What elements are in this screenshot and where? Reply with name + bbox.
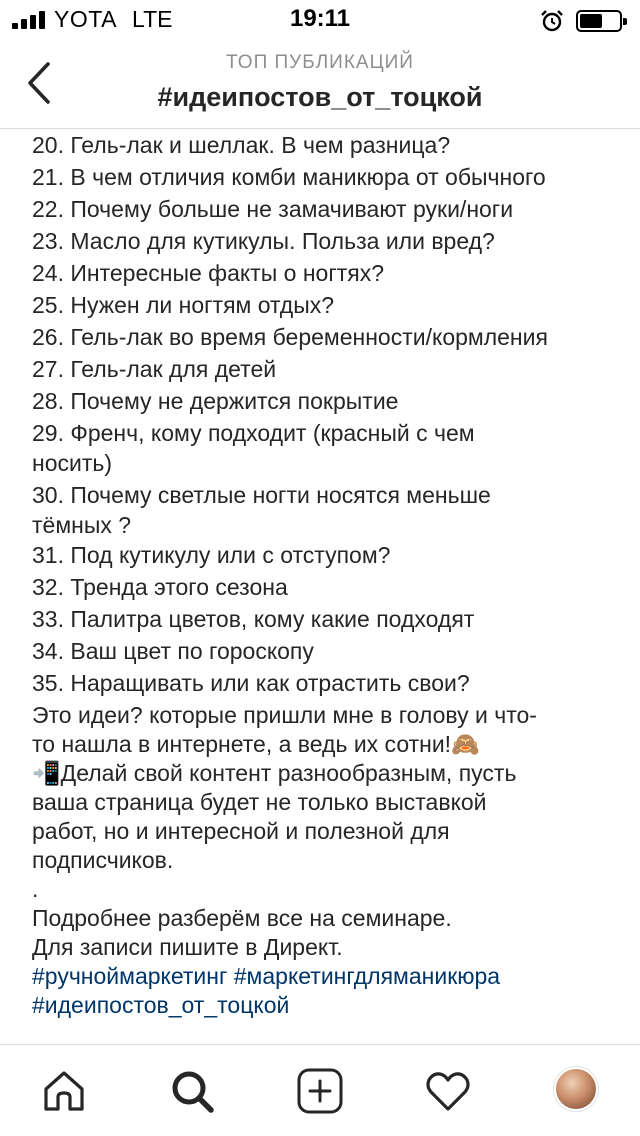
carrier-name: YOTA [54, 6, 117, 32]
hashtags [32, 961, 632, 1019]
list-item: 33. Палитра цветов, кому какие подходят [32, 606, 475, 632]
list-item: 29. Френч, кому подходит (красный с чем носить) [32, 420, 475, 476]
network-type: LTE [132, 6, 173, 32]
tab-activity[interactable] [422, 1065, 474, 1117]
add-post-icon [294, 1065, 346, 1117]
list-item: 25. Нужен ли ногтям отдых? [32, 292, 335, 318]
post-caption [32, 130, 632, 1019]
alarm-clock-icon [540, 9, 564, 33]
list-item: 32. Тренда этого сезона [32, 574, 288, 600]
search-icon [166, 1065, 218, 1117]
battery-icon [576, 10, 622, 32]
hashtag-link[interactable]: #ручноймаркетинг [32, 963, 228, 989]
bottom-tab-bar [0, 1044, 640, 1136]
tab-home[interactable] [38, 1065, 90, 1117]
list-item: 34. Ваш цвет по гороскопу [32, 638, 314, 664]
list-item: 21. В чем отличия комби маникюра от обычного [32, 164, 546, 190]
ideas-list [32, 130, 632, 700]
profile-avatar[interactable] [554, 1067, 598, 1111]
hashtag-link[interactable]: #идеипостов_от_тоцкой [32, 992, 290, 1018]
header-title: #идеипостов_от_тоцкой [157, 82, 483, 112]
list-item: 20. Гель-лак и шеллак. В чем разница? [32, 132, 451, 158]
header-subtitle: ТОП ПУБЛИКАЦИЙ [226, 52, 414, 73]
list-item: 23. Масло для кутикулы. Польза или вред? [32, 228, 495, 254]
list-item: 30. Почему светлые ногти носятся меньше тёмных ? [32, 482, 491, 538]
status-bar [0, 0, 640, 40]
list-item: 24. Интересные факты о ногтях? [32, 260, 384, 286]
list-item: 31. Под кутикулу или с отступом? [32, 542, 391, 568]
list-item: 27. Гель-лак для детей [32, 356, 277, 382]
list-item: 35. Наращивать или как отрастить свои? [32, 670, 470, 696]
tab-new-post[interactable] [294, 1065, 346, 1117]
activity-heart-icon [422, 1065, 474, 1117]
list-item: 22. Почему больше не замачивают руки/ноги [32, 196, 514, 222]
hashtag-link[interactable]: #маркетингдляманикюра [233, 963, 501, 989]
list-item: 28. Почему не держится покрытие [32, 388, 399, 414]
caption-paragraph: Это идеи? которые пришли мне в голову и что- то нашла в интернете, а ведь их сотни!🙈 📲Делай свой контент разнообразным, пусть ваша страница будет не только выставкой работ, но и интересной и полезной для подписчиков. . Подробнее разберём все на семинаре. Для записи пишите в Директ. [32, 702, 537, 960]
nav-header [0, 40, 640, 129]
home-icon [38, 1065, 90, 1117]
status-time: 19:11 [289, 5, 351, 32]
tab-search[interactable] [166, 1065, 218, 1117]
list-item: 26. Гель-лак во время беременности/кормления [32, 324, 548, 350]
